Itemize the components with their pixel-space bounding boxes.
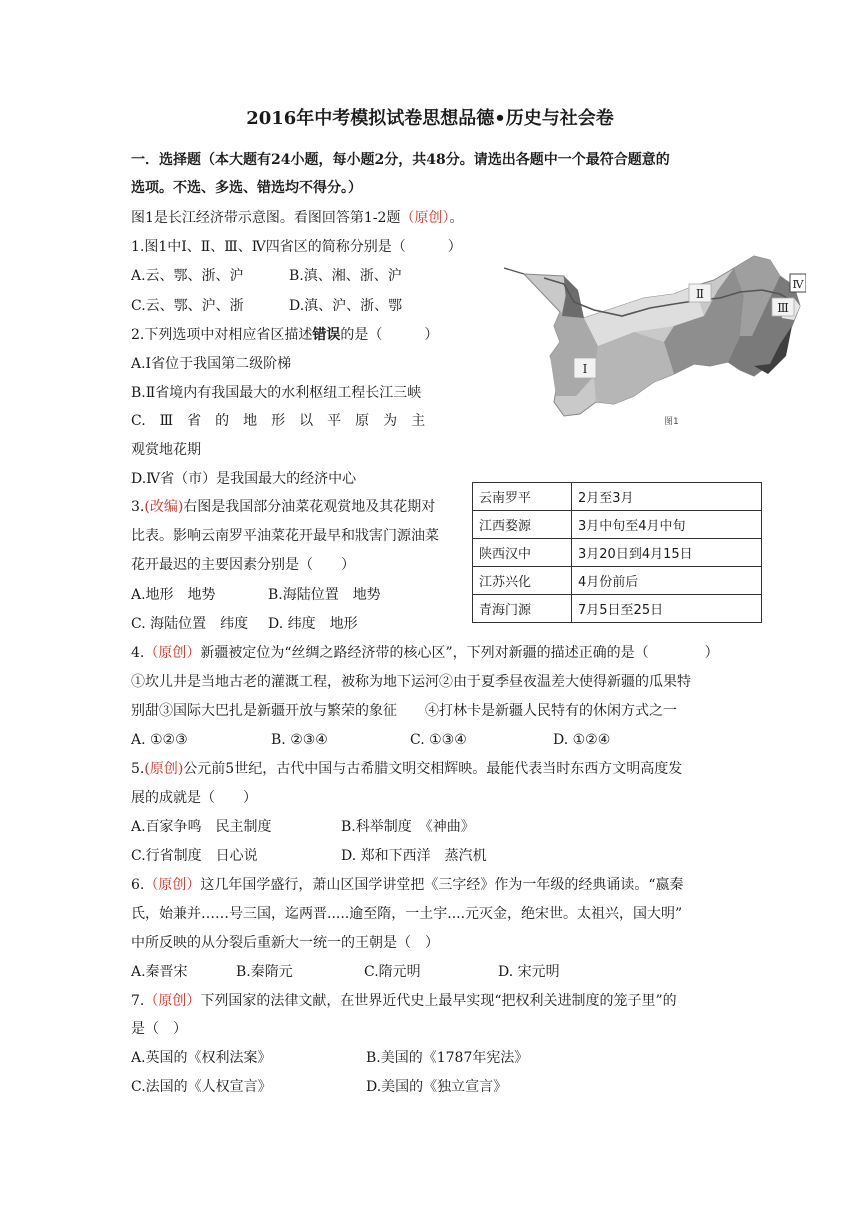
- q6-stem-line: [131, 875, 684, 895]
- q3-option-b: B.海陆位置 地势: [268, 587, 381, 603]
- table-cell-period: 7月5日至25日: [572, 595, 762, 623]
- q6-option-c: C.隋元明: [364, 964, 421, 980]
- q3-line3: 花开最迟的主要因素分别是（ ）: [131, 557, 355, 573]
- q3-option-c: C. 海陆位置 纬度: [131, 616, 249, 632]
- q5-number: 5.: [131, 761, 145, 777]
- q2-option-d: D.Ⅳ省（市）是我国最大的经济中心: [131, 471, 357, 487]
- map-caption: 图1: [664, 417, 679, 427]
- q4-line2: ①坎儿井是当地古老的灌溉工程，被称为地下运河②由于夏季昼夜温差大使得新疆的瓜果特: [131, 674, 691, 690]
- table-row: [473, 483, 762, 511]
- q3-number: 3.: [131, 499, 145, 515]
- table-cell-place: 云南罗平: [473, 483, 572, 511]
- q1-option-a: A.云、鄂、浙、沪: [131, 268, 244, 284]
- q4-option-c: C. ①③④: [410, 732, 467, 748]
- q2-option-b: B.Ⅱ省境内有我国最大的水利枢纽工程长江三峡: [131, 385, 422, 401]
- q5-option-c: C.行省制度 日心说: [131, 848, 258, 864]
- table-cell-place: 陕西汉中: [473, 539, 572, 567]
- intro-end: 。: [449, 210, 464, 226]
- q1-option-c: C.云、鄂、沪、浙: [131, 298, 244, 314]
- section-heading-line1: 一．选择题（本大题有24小题，每小题2分，共48分。请选出各题中一个最符合题意的: [131, 152, 670, 168]
- original-tag: （原创）: [144, 993, 201, 1009]
- q5-option-a: A.百家争鸣 民主制度: [131, 819, 272, 835]
- q3-stem: 右图是我国部分油菜花观赏地及其花期对: [183, 499, 436, 515]
- yangtze-economic-belt-map: [504, 246, 806, 430]
- table-row: [473, 595, 762, 623]
- table-cell-period: 3月20日到4月15日: [572, 539, 762, 567]
- table-row: [473, 567, 762, 595]
- table-cell-period: 3月中旬至4月中旬: [572, 511, 762, 539]
- map-graphic: [504, 246, 806, 430]
- page-title: 2016年中考模拟试卷思想品德•历史与社会卷: [246, 108, 614, 129]
- section-heading-line2: 选项。不选、多选、错选均不得分。）: [131, 180, 362, 196]
- q6-stem: 这几年国学盛行，萧山区国学讲堂把《三字经》作为一年级的经典诵读。“嬴秦: [200, 877, 684, 893]
- q3-option-d: D. 纬度 地形: [268, 616, 358, 632]
- q6-line3: 中所反映的从分裂后重新大一统一的王朝是（ ）: [131, 935, 439, 951]
- q7-stem: 下列国家的法律文献，在世界近代史上最早实现“把权利关进制度的笼子里”的: [200, 993, 677, 1009]
- original-tag: (原创): [144, 761, 184, 777]
- q2-option-c-line1: C. Ⅲ 省 的 地 形 以 平 原 为 主: [131, 413, 426, 429]
- table-cell-period: 4月份前后: [572, 567, 762, 595]
- q7-option-a: A.英国的《权利法案》: [131, 1050, 272, 1066]
- q6-line2: 氏，始兼并……号三国，迄两晋.....逾至隋，一土宇....元灭金，绝宋世。太祖兴，国大明”: [131, 906, 683, 922]
- q1-option-d: D.滇、沪、浙、鄂: [289, 298, 403, 314]
- original-tag: （原创）: [144, 877, 201, 893]
- q5-option-d: D. 郑和下西洋 蒸汽机: [341, 848, 487, 864]
- intro-text: 图1是长江经济带示意图。看图回答第1-2题: [131, 210, 401, 226]
- q1-stem: 1.图1中Ⅰ、Ⅱ、Ⅲ、Ⅳ四省区的简称分别是（ ）: [131, 239, 462, 255]
- table-row: [473, 539, 762, 567]
- q7-option-d: D.美国的《独立宣言》: [366, 1079, 508, 1095]
- table-cell-place: 江苏兴化: [473, 567, 572, 595]
- original-tag: （原创）: [144, 645, 201, 661]
- q5-stem: 公元前5世纪，古代中国与古希腊文明交相辉映。最能代表当时东西方文明高度发: [183, 761, 683, 777]
- map-label-1: Ⅰ: [582, 362, 588, 376]
- adapted-tag: (改编): [144, 499, 184, 515]
- map-label-3: Ⅲ: [777, 301, 789, 315]
- q3-line2: 比表。影响云南罗平油菜花开最早和戕害门源油菜: [131, 528, 439, 544]
- q2-stem: [131, 325, 438, 345]
- q6-option-d: D. 宋元明: [498, 964, 560, 980]
- q7-line2: 是（ ）: [131, 1021, 187, 1037]
- q2-stem-emphasis: 错误: [312, 327, 341, 343]
- q7-option-b: B.美国的《1787年宪法》: [366, 1050, 529, 1066]
- table-cell-place: 青海门源: [473, 595, 572, 623]
- q2-option-c-line2: 观赏地花期: [131, 442, 201, 458]
- q4-option-b: B. ②③④: [271, 732, 328, 748]
- q4-option-d: D. ①②④: [553, 732, 611, 748]
- table-cell-place: 江西婺源: [473, 511, 572, 539]
- q4-number: 4.: [131, 645, 145, 661]
- map-label-2: Ⅱ: [695, 287, 705, 301]
- q6-option-b: B.秦隋元: [236, 964, 293, 980]
- q4-line3: 别甜③国际大巴扎是新疆开放与繁荣的象征 ④打林卡是新疆人民特有的休闲方式之一: [131, 703, 677, 719]
- intro-line: [131, 208, 463, 228]
- q6-number: 6.: [131, 877, 145, 893]
- q4-option-a: A. ①②③: [131, 732, 188, 748]
- original-tag: （原创）: [400, 210, 450, 226]
- q2-option-a: A.Ⅰ省位于我国第二级阶梯: [131, 356, 292, 372]
- q4-stem: 新疆被定位为“丝绸之路经济带的核心区”，下列对新疆的描述正确的是（ ）: [200, 645, 719, 661]
- q5-option-b: B.科举制度 《神曲》: [341, 819, 475, 835]
- q2-stem-pre: 2.下列选项中对相应省区描述: [131, 327, 313, 343]
- q4-stem-line: [131, 643, 719, 663]
- q2-stem-post: 的是（ ）: [340, 327, 439, 343]
- q7-option-c: C.法国的《人权宣言》: [131, 1079, 272, 1095]
- q5-line2: 展的成就是（ ）: [131, 790, 257, 806]
- q6-option-a: A.秦晋宋: [131, 964, 188, 980]
- q5-stem-line: [131, 759, 682, 779]
- table-cell-period: 2月至3月: [572, 483, 762, 511]
- bloom-period-table: [472, 482, 762, 623]
- q3-line1: [131, 497, 435, 517]
- q3-option-a: A.地形 地势: [131, 587, 216, 603]
- map-label-4: Ⅳ: [792, 278, 804, 291]
- q7-stem-line: [131, 991, 677, 1011]
- q7-number: 7.: [131, 993, 145, 1009]
- table-row: [473, 511, 762, 539]
- q1-option-b: B.滇、湘、浙、沪: [289, 268, 402, 284]
